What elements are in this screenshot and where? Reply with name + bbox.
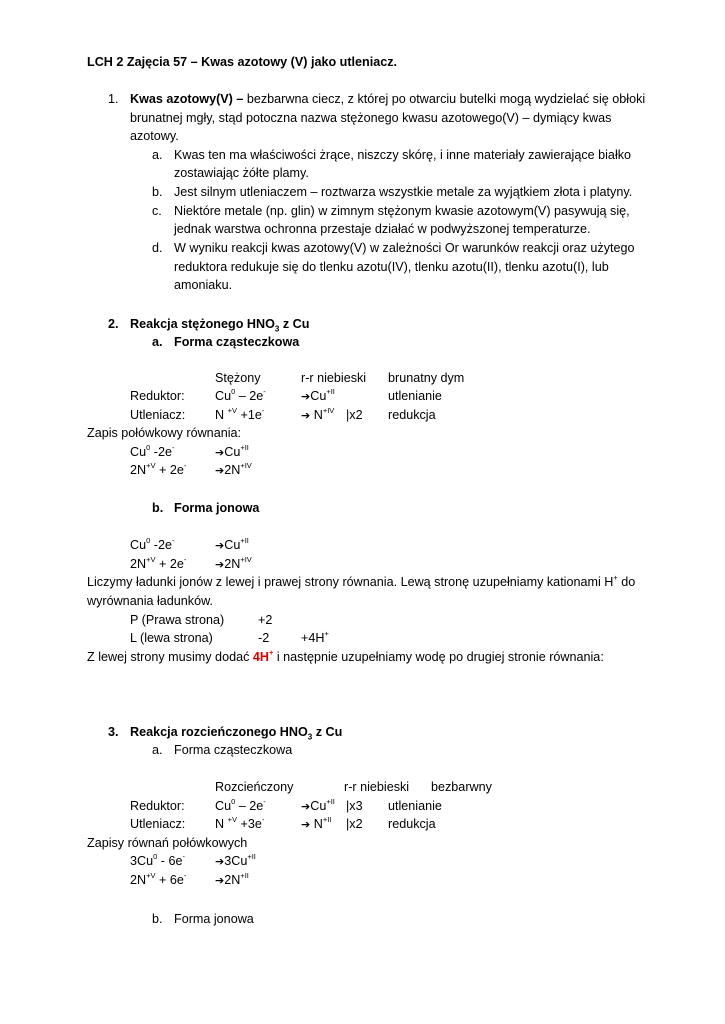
superscript: - — [171, 535, 175, 545]
list-number: 2. — [108, 317, 119, 331]
list-letter: b. — [152, 501, 164, 515]
highlight-4h — [252, 647, 274, 664]
text: 2N — [224, 557, 241, 571]
row-label: Reduktor: — [130, 799, 185, 813]
text: N — [215, 817, 228, 831]
list-item-text: jednak warstwa ochronna przestaje działać w podwyższonej temperaturze. — [174, 222, 591, 236]
equation-rhs — [215, 852, 256, 872]
equation-rhs — [215, 443, 249, 463]
subsection-heading: Forma jonowa — [174, 912, 254, 926]
column-label: Rozcieńczony — [215, 780, 294, 794]
equation-lhs — [130, 443, 174, 462]
list-letter: a. — [152, 335, 163, 349]
equation-lhs — [130, 555, 186, 574]
superscript: +II — [326, 796, 335, 806]
charge-value: -2 — [258, 631, 270, 645]
list-item-text: W wyniku reakcji kwas azotowy(V) w zależności Or warunków reakcji oraz użytego — [174, 241, 635, 255]
superscript: - — [261, 814, 265, 824]
superscript: - — [182, 851, 185, 861]
text: -2e — [150, 538, 172, 552]
column-label: bezbarwny — [431, 780, 492, 794]
text: -2e — [150, 445, 172, 459]
equation-lhs — [130, 871, 186, 890]
arrow-right-icon: ➔ — [301, 409, 311, 422]
superscript: +V — [227, 814, 237, 824]
multiplier: |x2 — [346, 408, 363, 422]
subscript: 3 — [307, 732, 313, 742]
text: Reakcja stężonego HNO — [130, 317, 275, 331]
arrow-right-icon: ➔ — [301, 390, 311, 403]
arrow-right-icon: ➔ — [215, 874, 225, 887]
equation-rhs — [215, 555, 252, 575]
text: Z lewej strony musimy dodać — [87, 650, 253, 664]
text: Cu — [224, 445, 241, 459]
paragraph-line: wyrównania ładunków. — [87, 594, 214, 608]
list-item-text: amoniaku. — [174, 278, 233, 292]
superscript: +IV — [240, 554, 252, 564]
superscript: - — [183, 554, 187, 564]
text: - 6e — [157, 854, 183, 868]
text: N — [310, 408, 323, 422]
superscript: +II — [247, 851, 256, 861]
text: N — [215, 408, 228, 422]
superscript: +V — [146, 870, 156, 880]
list-letter: c. — [152, 204, 162, 218]
text: – 2e — [235, 389, 264, 403]
list-item-text: Kwas ten ma właściwości żrące, niszczy skórę, i inne materiały zawierające białko — [174, 148, 632, 162]
text: Liczymy ładunki jonów z lewej i prawej strony równania. Lewą stronę uzupełniamy kationami H — [87, 575, 614, 589]
equation-rhs — [301, 797, 335, 817]
column-label: r-r niebieski — [301, 371, 367, 385]
superscript: +II — [240, 535, 249, 545]
charge-addition — [301, 629, 329, 648]
equation-lhs — [215, 406, 264, 425]
process-note: redukcja — [388, 817, 436, 831]
column-label: r-r niebieski — [344, 780, 410, 794]
superscript: 0 — [153, 851, 158, 861]
text: +4H — [301, 631, 325, 645]
section-heading — [130, 723, 342, 742]
superscript: - — [183, 870, 187, 880]
superscript: 0 — [231, 796, 236, 806]
list-item-text: reduktora redukuje się do tlenku azotu(IV), tlenku azotu(II), tlenku azotu(I), lub — [174, 260, 609, 274]
text: + 2e — [155, 463, 184, 477]
text: 2N — [130, 557, 147, 571]
arrow-right-icon: ➔ — [301, 800, 311, 813]
arrow-right-icon: ➔ — [215, 855, 225, 868]
text: Cu — [130, 445, 147, 459]
charge-label: L (lewa strona) — [130, 631, 213, 645]
equation-rhs — [301, 406, 334, 426]
arrow-right-icon: ➔ — [215, 539, 225, 552]
superscript: +V — [227, 405, 237, 415]
superscript: - — [261, 405, 265, 415]
text: Cu — [215, 799, 232, 813]
equation-lhs — [130, 852, 185, 871]
equation-rhs — [215, 871, 249, 891]
equation-rhs — [301, 387, 335, 407]
list-item-text: zostawiając żółte plamy. — [174, 166, 309, 180]
superscript: +II — [326, 386, 335, 396]
equation-lhs — [130, 461, 186, 480]
superscript: +II — [322, 814, 332, 824]
superscript: - — [263, 386, 266, 396]
superscript: +II — [240, 442, 249, 452]
section-heading — [130, 315, 309, 334]
superscript: +II — [240, 870, 249, 880]
paragraph-line — [87, 573, 635, 592]
text: i następnie uzupełniamy wodę po drugiej stronie równania: — [273, 650, 604, 664]
text: Reakcja rozcieńczonego HNO — [130, 725, 308, 739]
superscript: + — [324, 628, 329, 638]
text: +3e — [236, 817, 262, 831]
arrow-right-icon: ➔ — [215, 464, 225, 477]
equation-lhs — [215, 387, 266, 406]
text: Cu — [310, 799, 327, 813]
equation-rhs — [215, 536, 249, 556]
list-item-text: Jest silnym utleniaczem – roztwarza wszystkie metale za wyjątkiem złota i platyny. — [174, 185, 633, 199]
text: +1e — [236, 408, 262, 422]
superscript: - — [183, 460, 187, 470]
text: 2N — [224, 873, 241, 887]
half-equation-title: Zapis połówkowy równania: — [87, 426, 241, 440]
row-label: Reduktor: — [130, 389, 185, 403]
equation-lhs — [215, 815, 264, 834]
superscript: + — [613, 572, 618, 582]
multiplier: |x2 — [346, 817, 363, 831]
arrow-right-icon: ➔ — [215, 558, 225, 571]
section-1-intro-line — [130, 90, 645, 109]
text: 4H — [252, 650, 269, 664]
subsection-heading: Forma cząsteczkowa — [174, 743, 293, 757]
text: + 6e — [155, 873, 184, 887]
column-label: Stężony — [215, 371, 261, 385]
list-letter: a. — [152, 148, 163, 162]
equation-rhs — [215, 461, 252, 481]
text: N — [310, 817, 323, 831]
text: do — [617, 575, 636, 589]
text: – 2e — [235, 799, 264, 813]
list-letter: d. — [152, 241, 163, 255]
superscript: +IV — [240, 460, 252, 470]
arrow-right-icon: ➔ — [301, 818, 311, 831]
text: Cu — [215, 389, 232, 403]
subscript: 3 — [274, 324, 280, 334]
subsection-heading: Forma jonowa — [174, 501, 260, 515]
text: Cu — [130, 538, 147, 552]
charge-value: +2 — [258, 613, 273, 627]
subsection-heading: Forma cząsteczkowa — [174, 335, 300, 349]
charge-label: P (Prawa strona) — [130, 613, 225, 627]
text: 3Cu — [224, 854, 248, 868]
list-letter: b. — [152, 912, 163, 926]
text: 2N — [130, 873, 147, 887]
text: z Cu — [279, 317, 310, 331]
row-label: Utleniacz: — [130, 408, 186, 422]
text: + 2e — [155, 557, 184, 571]
row-label: Utleniacz: — [130, 817, 186, 831]
superscript: 0 — [146, 442, 151, 452]
superscript: 0 — [231, 386, 236, 396]
multiplier: |x3 — [346, 799, 363, 813]
arrow-right-icon: ➔ — [215, 446, 225, 459]
superscript: 0 — [146, 535, 151, 545]
text: Cu — [310, 389, 327, 403]
text: 2N — [224, 463, 241, 477]
list-number: 3. — [108, 725, 119, 739]
section-1-intro-line: brunatnej mgły, stąd potoczna nazwa stężonego kwasu azotowego(V) – dymiący kwas — [130, 111, 612, 125]
process-note: utlenianie — [388, 389, 442, 403]
process-note: redukcja — [388, 408, 436, 422]
half-equation-title: Zapisy równań połówkowych — [87, 836, 248, 850]
section-1-intro-line: azotowy. — [130, 129, 179, 143]
equation-lhs — [130, 536, 174, 555]
superscript: +IV — [322, 405, 335, 415]
list-letter: b. — [152, 185, 163, 199]
text: bezbarwna ciecz, z której po otwarciu butelki mogą wydzielać się obłoki — [243, 92, 646, 106]
superscript: +V — [146, 460, 156, 470]
column-label: brunatny dym — [388, 371, 465, 385]
text: 3Cu — [130, 854, 154, 868]
term-kwas-azotowy: Kwas azotowy(V) – — [130, 92, 244, 106]
text: z Cu — [312, 725, 343, 739]
list-letter: a. — [152, 743, 163, 757]
superscript: +V — [146, 554, 156, 564]
process-note: utlenianie — [388, 799, 442, 813]
list-number: 1. — [108, 92, 119, 106]
paragraph-line — [87, 648, 604, 667]
equation-rhs — [301, 815, 331, 835]
text: Cu — [224, 538, 241, 552]
list-item-text: Niektóre metale (np. glin) w zimnym stężonym kwasie azotowym(V) pasywują się, — [174, 204, 630, 218]
superscript: - — [171, 442, 175, 452]
document-title: LCH 2 Zajęcia 57 – Kwas azotowy (V) jako utleniacz. — [87, 55, 398, 69]
text: 2N — [130, 463, 147, 477]
superscript: + — [268, 647, 274, 657]
equation-lhs — [215, 797, 266, 816]
superscript: - — [263, 796, 266, 806]
